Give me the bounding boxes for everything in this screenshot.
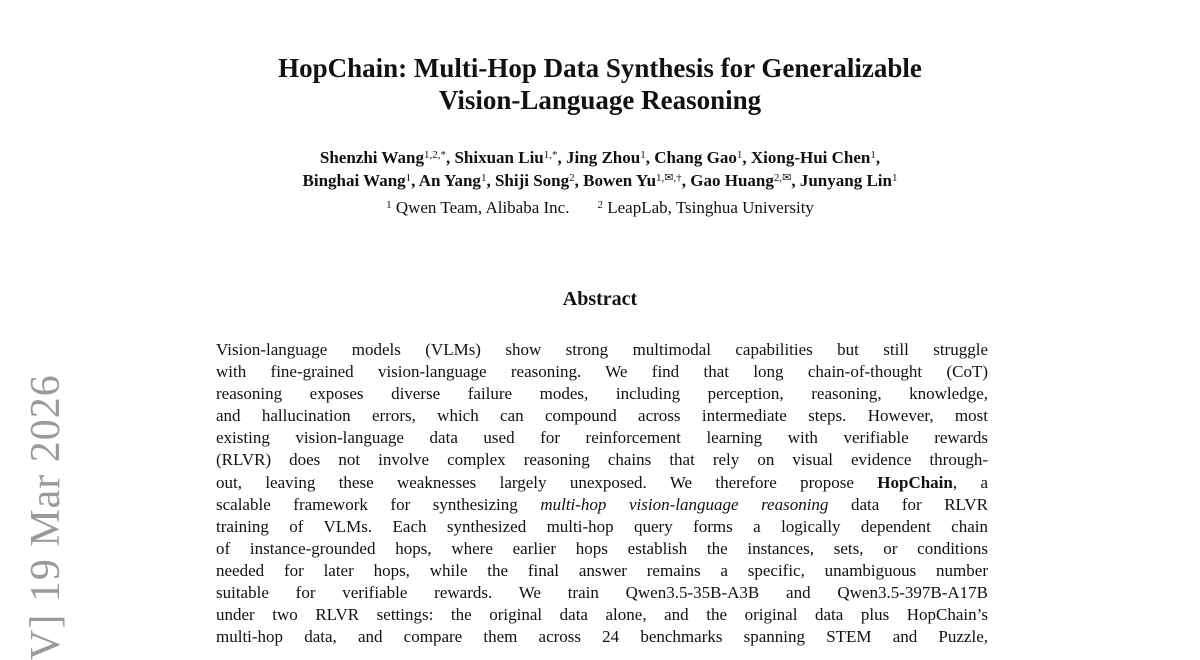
abstract-line: existing vision-language data used for reinforcement learning with verifiable rewards xyxy=(216,428,988,448)
author-name: Binghai Wang xyxy=(302,171,406,190)
author: An Yang$^1$, xyxy=(418,171,495,190)
author-affiliation-mark: 1,✉,† xyxy=(656,172,682,184)
author-name: Junyang Lin xyxy=(799,171,892,190)
abstract-line: multi-hop data, and compare them across 24 benchmarks spanning STEM and Puzzle, xyxy=(216,627,988,647)
abstract-line: of instance-grounded hops, where earlier hops establish the instances, sets, or conditions xyxy=(216,538,988,558)
author: Binghai Wang$^1$, xyxy=(302,171,419,190)
author-name: Shenzhi Wang xyxy=(319,148,424,167)
abstract-line: training of VLMs. Each synthesized multi-hop query forms a logically dependent chain xyxy=(216,516,988,536)
affiliation-name: LeapLab, Tsinghua University xyxy=(602,198,814,217)
author: Shiji Song$^2$, xyxy=(494,171,584,190)
author-affiliation-mark: 1,2,* xyxy=(423,149,446,161)
abstract-line: reasoning exposes diverse failure modes, including perception, reasoning, knowledge, xyxy=(216,384,988,404)
author-affiliation-mark: 1 xyxy=(870,149,876,161)
author xyxy=(800,171,898,190)
abstract-line: Vision-language models (VLMs) show strong multimodal capabilities but still struggle xyxy=(216,340,988,359)
author-affiliation-mark: 1 xyxy=(405,172,412,184)
author: Jing Zhou$^1$, xyxy=(566,148,655,167)
affiliations xyxy=(0,196,1200,219)
affiliation-name: Qwen Team, Alibaba Inc. xyxy=(391,198,570,217)
arxiv-stamp: V] 19 Mar 2026 xyxy=(23,374,69,660)
author-affiliation-mark: 2 xyxy=(569,172,575,184)
abstract-line: and hallucination errors, which can compound across intermediate steps. However, most xyxy=(216,406,988,426)
abstract-line: suitable for verifiable rewards. We train Qwen3.5-35B-A3B and Qwen3.5-397B-A17B xyxy=(216,583,988,603)
abstract-heading: Abstract xyxy=(562,288,638,310)
abstract-line: needed for later hops, while the final answer remains a specific, unambiguous number xyxy=(216,560,988,580)
abstract-line: with fine-grained vision-language reasoning. We find that long chain-of-thought (CoT) xyxy=(216,362,988,382)
author: Gao Huang$^{2,✉}$, xyxy=(690,171,800,190)
author-name: Gao Huang xyxy=(690,171,774,190)
author-name: Shiji Song xyxy=(494,171,570,190)
title-line-2: Vision-Language Reasoning xyxy=(438,85,762,115)
author-name: An Yang xyxy=(418,171,481,190)
abstract-line: scalable framework for synthesizing multi-hop vision-language reasoning data for RLVR xyxy=(216,494,988,514)
author-name: Bowen Yu xyxy=(583,171,657,190)
author-affiliation-mark: 1 xyxy=(640,149,646,161)
author: Shenzhi Wang$^{1,2,*}$, xyxy=(319,148,455,167)
author-affiliation-mark: 1 xyxy=(891,172,898,184)
title-line-1: HopChain: Multi-Hop Data Synthesis for Generalizable xyxy=(278,53,922,83)
author-name: Xiong-Hui Chen xyxy=(750,148,871,167)
abstract-body xyxy=(216,339,988,648)
abstract-line: under two RLVR settings: the original data alone, and the original data plus HopChain’s xyxy=(216,605,988,625)
author-affiliation-mark: 1,* xyxy=(543,149,558,161)
abstract-line: out, leaving these weaknesses largely unexposed. We therefore propose HopChain, a xyxy=(216,472,988,492)
author-line-2 xyxy=(0,169,1200,192)
affiliation-mark: 1 xyxy=(386,199,392,211)
author-list xyxy=(0,146,1200,192)
framework-name: HopChain xyxy=(877,472,953,492)
affiliation-mark: 2 xyxy=(597,199,603,211)
author-name: Jing Zhou xyxy=(566,148,641,167)
author-name: Chang Gao xyxy=(654,148,737,167)
author: Chang Gao$^1$, xyxy=(654,148,751,167)
author-affiliation-mark: 1 xyxy=(736,149,743,161)
paper-title xyxy=(0,52,1200,116)
author: Shixuan Liu$^{1,*}$, xyxy=(454,148,567,167)
emphasis-phrase: multi-hop vision-language reasoning xyxy=(540,494,829,514)
author-line-1 xyxy=(0,146,1200,169)
author: Bowen $Yu^{1,✉,\dagger}$, xyxy=(583,171,691,190)
author-affiliation-mark: 2,✉ xyxy=(773,172,792,184)
author-name: Shixuan Liu xyxy=(454,148,544,167)
abstract-line: (RLVR) does not involve complex reasoning chains that rely on visual evidence through- xyxy=(216,450,988,470)
author: Xiong-Hui Chen$^1$, xyxy=(750,148,881,167)
author-affiliation-mark: 1 xyxy=(480,172,487,184)
